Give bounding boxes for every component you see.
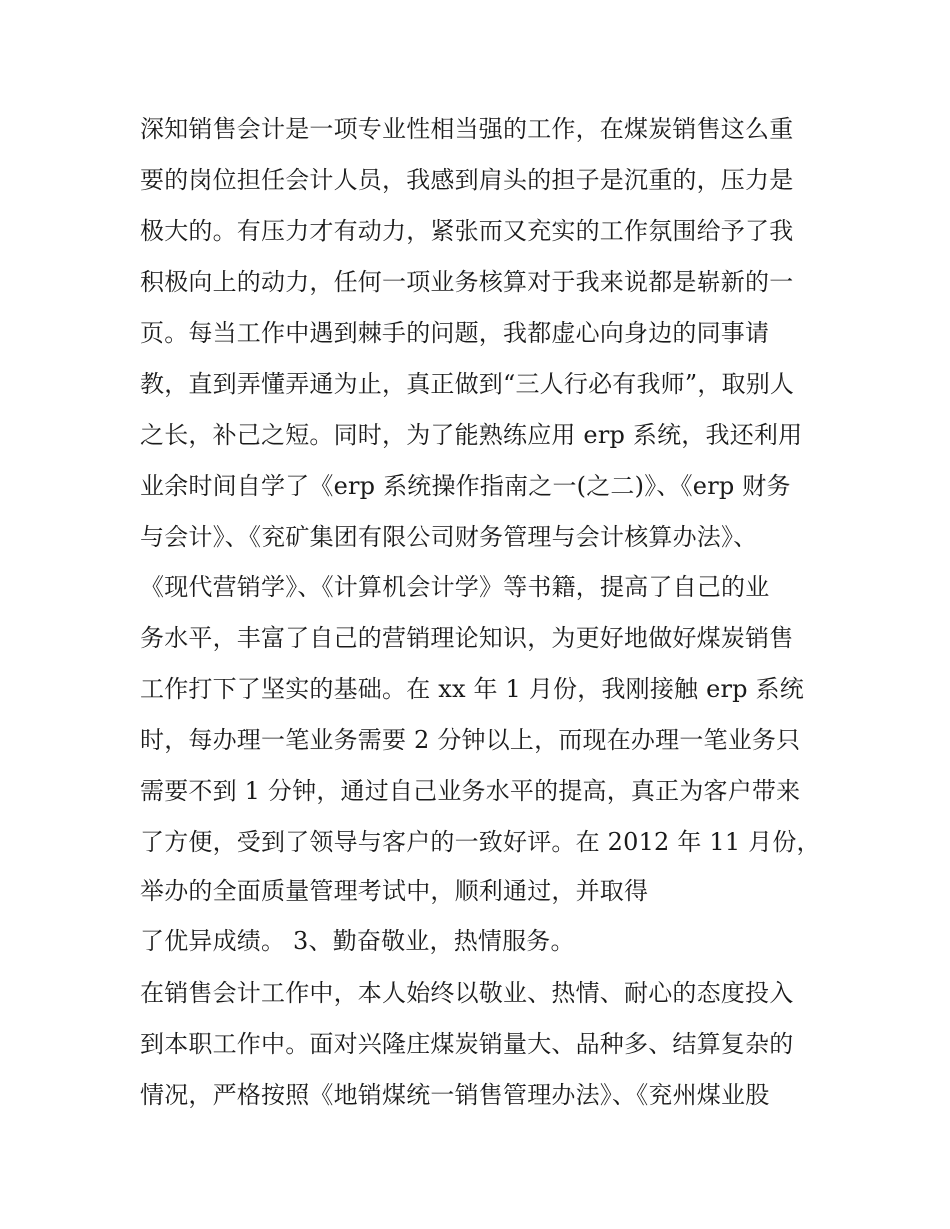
text-line-1: 深知销售会计是一项专业性相当强的工作，在煤炭销售这么重: [140, 115, 794, 143]
text-line-17: 了优异成绩。 3、勤奋敬业，热情服务。: [140, 927, 575, 955]
text-line-20: 情况，严格按照《地销煤统一销售管理办法》、《兖州煤业股: [140, 1081, 770, 1109]
text-line-6: 教，直到弄懂弄通为止，真正做到“三人行必有我师”，取别人: [140, 370, 795, 398]
text-line-15: 了方便，受到了领导与客户的一致好评。在 2012 年 11 月份，: [140, 828, 821, 856]
text-line-11: 务水平，丰富了自己的营销理论知识，为更好地做好煤炭销售: [140, 624, 794, 652]
text-line-2: 要的岗位担任会计人员，我感到肩头的担子是沉重的，压力是: [140, 166, 794, 194]
text-line-16: 举办的全面质量管理考试中，顺利通过，并取得: [140, 877, 649, 905]
text-line-3: 极大的。有压力才有动力，紧张而又充实的工作氛围给予了我: [140, 217, 794, 245]
text-line-4: 积极向上的动力，任何一项业务核算对于我来说都是崭新的一: [140, 268, 794, 296]
text-line-5: 页。每当工作中遇到棘手的问题，我都虚心向身边的同事请: [140, 319, 770, 347]
text-line-13: 时，每办理一笔业务需要 2 分钟以上，而现在办理一笔业务只: [140, 726, 801, 754]
text-line-8: 业余时间自学了《erp 系统操作指南之一(之二)》、《erp 财务: [140, 472, 791, 500]
text-line-12: 工作打下了坚实的基础。在 xx 年 1 月份，我刚接触 erp 系统: [140, 675, 804, 703]
text-line-14: 需要不到 1 分钟，通过自己业务水平的提高，真正为客户带来: [140, 777, 801, 805]
text-line-7: 之长，补己之短。同时，为了能熟练应用 erp 系统，我还利用: [140, 421, 803, 449]
text-line-19: 到本职工作中。面对兴隆庄煤炭销量大、品种多、结算复杂的: [140, 1030, 794, 1058]
text-line-10: 《现代营销学》、《计算机会计学》等书籍，提高了自己的业: [140, 573, 770, 601]
text-line-9: 与会计》、《兖矿集团有限公司财务管理与会计核算办法》、: [140, 523, 758, 551]
text-line-18: 在销售会计工作中，本人始终以敬业、热情、耐心的态度投入: [140, 979, 794, 1007]
